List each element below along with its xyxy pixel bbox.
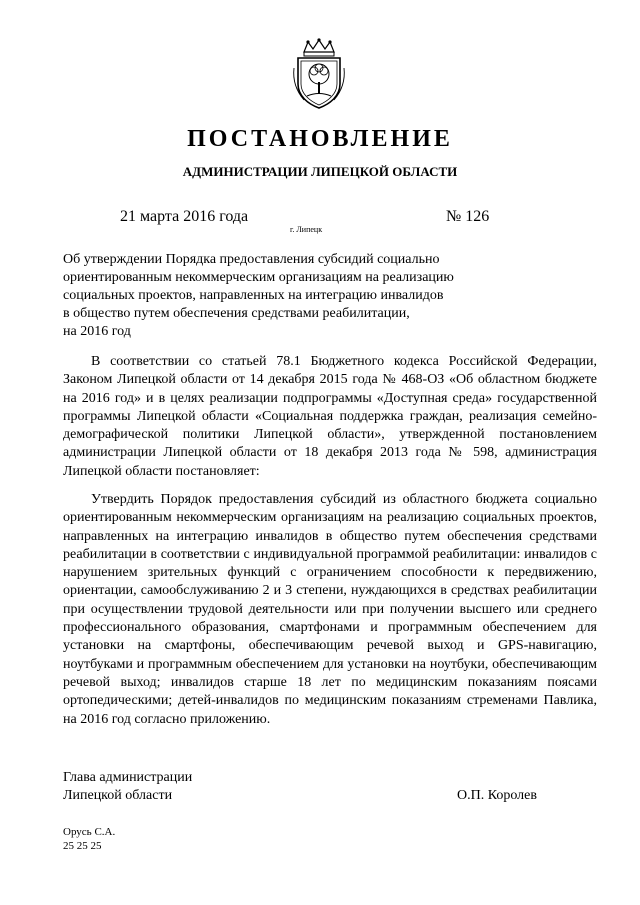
issuing-authority: АДМИНИСТРАЦИИ ЛИПЕЦКОЙ ОБЛАСТИ [182, 164, 458, 179]
signatory-position-line2: Липецкой области [63, 788, 173, 803]
lipetsk-coat-of-arms-icon [290, 38, 348, 110]
subject-line: социальных проектов, направленных на интеграцию инвалидов [63, 288, 444, 303]
document-date: 21 марта 2016 года [120, 208, 249, 225]
executor-phone: 25 25 25 [63, 840, 102, 852]
subject-line: в общество путем обеспечения средствами реабилитации, [63, 306, 410, 321]
executor-name: Орусь С.А. [63, 826, 116, 838]
document-number: № 126 [446, 208, 490, 225]
document-subject [63, 251, 503, 341]
subject-line: Об утверждении Порядка предоставления субсидий социально [63, 252, 440, 267]
executor-contact [63, 825, 115, 853]
signatory-position [63, 769, 192, 805]
document-type-title: ПОСТАНОВЛЕНИЕ [187, 126, 453, 152]
subject-line: на 2016 год [63, 324, 131, 339]
preamble-paragraph: В соответствии со статьей 78.1 Бюджетного кодекса Российской Федерации, Законом Липецкой области от 14 декабря 2015 года № 468-ОЗ «Об областном бюджете на 2016 год» и в целях реализации подпрограммы «Доступная среда» государственной программы Липецкой области «Социальная поддержка граждан, реализация семейно-демографической политики Липецкой области», утвержденной постановлением администрации Липецкой области от 18 декабря 2013 года № 598, администрация Липецкой области постановляет: [63, 354, 597, 479]
subject-line: ориентированным некоммерческим организациям на реализацию [63, 270, 454, 285]
document-city: г. Липецк [290, 225, 323, 234]
signatory-position-line1: Глава администрации [63, 770, 193, 785]
resolution-paragraph: Утвердить Порядок предоставления субсидий из областного бюджета социально ориентированным некоммерческим организациям на реализацию социальных проектов, направленных на интеграцию инвалидов в общество путем обеспечения средствами реабилитации в соответствии с индивидуальной программой реабилитации: инвалидов с нарушением зрительных функций с ограничением способности к передвижению, ориентации, самообслуживанию 2 и 3 степени, нуждающихся в средствах реабилитации при осуществлении трудовой деятельности или при получении высшего или среднего профессионального образования, смартфонами и программным обеспечением для установки на смартфоны, обеспечивающим речевой выход и GPS-навигацию, ноутбуками и программным обеспечением для установки на ноутбуки, обеспечивающим речевой выход; инвалидов старше 18 лет по медицинским показаниям поясами ортопедическими; детей-инвалидов по медицинским показаниям стременами Павлика, на 2016 год согласно приложению. [63, 492, 597, 727]
signatory-name: О.П. Королев [457, 788, 537, 803]
